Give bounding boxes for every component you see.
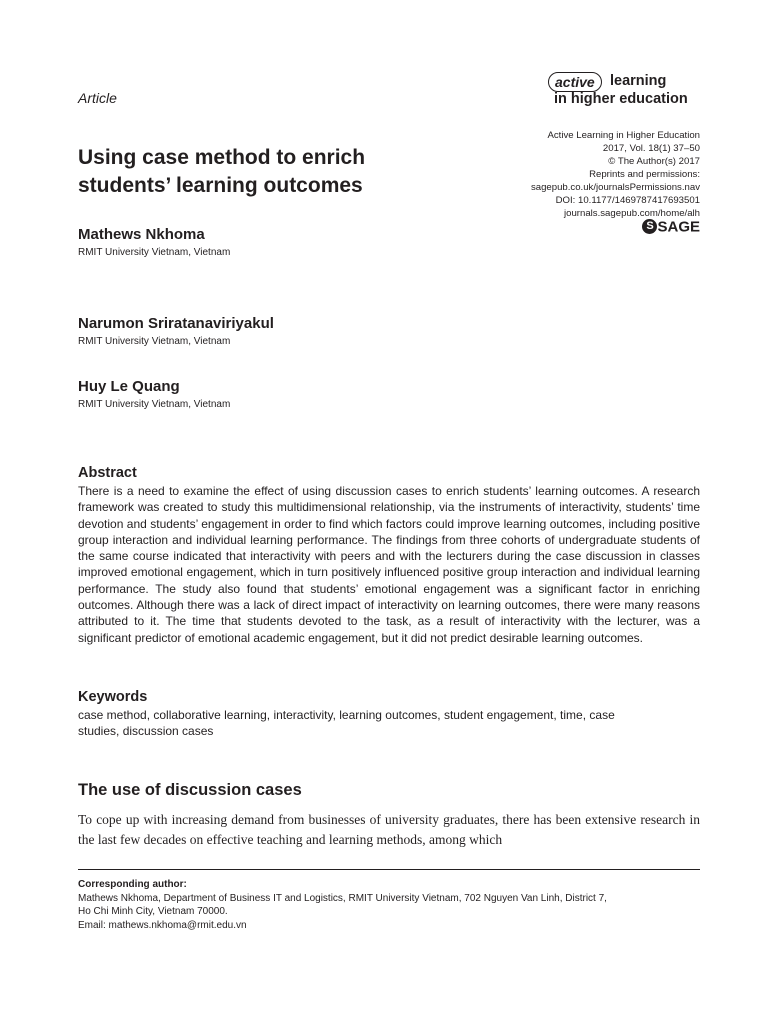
- doi[interactable]: DOI: 10.1177/1469787417693501: [555, 195, 700, 206]
- journal-info: [440, 129, 700, 220]
- author-name: Huy Le Quang: [78, 378, 180, 395]
- author-affiliation: RMIT University Vietnam, Vietnam: [78, 247, 231, 258]
- sage-wordmark: SAGE: [657, 218, 700, 236]
- article-title: [78, 144, 478, 200]
- abstract-heading: Abstract: [78, 465, 137, 481]
- keywords-heading: Keywords: [78, 689, 148, 705]
- sage-logo: [642, 218, 700, 238]
- footnote-heading: Corresponding author:: [78, 879, 187, 890]
- logo-active-word: active: [548, 72, 602, 92]
- abstract-body: There is a need to examine the effect of using discussion cases to enrich students’ learning outcomes. A research framework was created to study this multidimensional relationship, via the instruments of interactivity, students’ time devotion and students’ engagement in order to find which factors could improve learning outcomes, including positive group interaction and individual learning performance. The findings from three cohorts of undergraduate students of the same course indicated that interactivity with peers and with the lecturers during the case discussion in classes improved emotional engagement, which in turn positively influenced positive group interaction and individual learning performance. The study also found that students’ emotional engagement was a significant factor in enriching outcomes. Although there was a lack of direct impact of interactivity on learning outcomes, there were many reasons attributed to it. The time that students devoted to the task, as a result of interactivity with the lecturer, was a significant predictor of emotional academic engagement, but it did not predict desirable learning outcomes.: [78, 484, 700, 645]
- permissions-link[interactable]: sagepub.co.uk/journalsPermissions.nav: [530, 182, 700, 193]
- article-type-label: Article: [78, 90, 117, 106]
- footnote-address-line-2: Ho Chi Minh City, Vietnam 70000.: [78, 906, 228, 917]
- author-affiliation: RMIT University Vietnam, Vietnam: [78, 399, 231, 410]
- copyright: © The Author(s) 2017: [608, 156, 700, 167]
- footnote-divider: [78, 869, 700, 870]
- author-1: [78, 226, 230, 259]
- reprints-label: Reprints and permissions:: [589, 169, 700, 180]
- footnote-address-line-1: Mathews Nkhoma, Department of Business IT and Logistics, RMIT University Vietnam, 702 Nguyen Van Linh, District 7,: [78, 892, 607, 904]
- section-body: To cope up with increasing demand from businesses of university graduates, there has been extensive research in the last few decades on effective teaching and learning methods, among which: [78, 812, 700, 847]
- keywords-list: [78, 707, 678, 739]
- author-affiliation: RMIT University Vietnam, Vietnam: [78, 336, 231, 347]
- author-name: Narumon Sriratanaviriyakul: [78, 315, 274, 332]
- logo-learning-word: learning: [610, 73, 667, 89]
- footnote-email[interactable]: Email: mathews.nkhoma@rmit.edu.vn: [78, 919, 247, 931]
- title-line-1: Using case method to enrich: [78, 146, 366, 169]
- author-name: Mathews Nkhoma: [78, 226, 205, 243]
- logo-line2: in higher education: [554, 91, 688, 107]
- keywords-line-1: case method, collaborative learning, interactivity, learning outcomes, student engagement, time, case: [78, 708, 615, 722]
- journal-name: Active Learning in Higher Education: [547, 130, 700, 141]
- corresponding-author-footnote: [78, 878, 700, 932]
- keywords-line-2: studies, discussion cases: [78, 724, 214, 738]
- journal-url[interactable]: journals.sagepub.com/home/alh: [564, 208, 700, 219]
- author-3: [78, 378, 230, 411]
- section-heading: The use of discussion cases: [78, 781, 302, 799]
- journal-logo: [546, 70, 706, 110]
- journal-volume: 2017, Vol. 18(1) 37–50: [602, 143, 700, 154]
- author-2: [78, 315, 274, 348]
- sage-mark-icon: S: [642, 219, 657, 234]
- title-line-2: students’ learning outcomes: [78, 174, 363, 197]
